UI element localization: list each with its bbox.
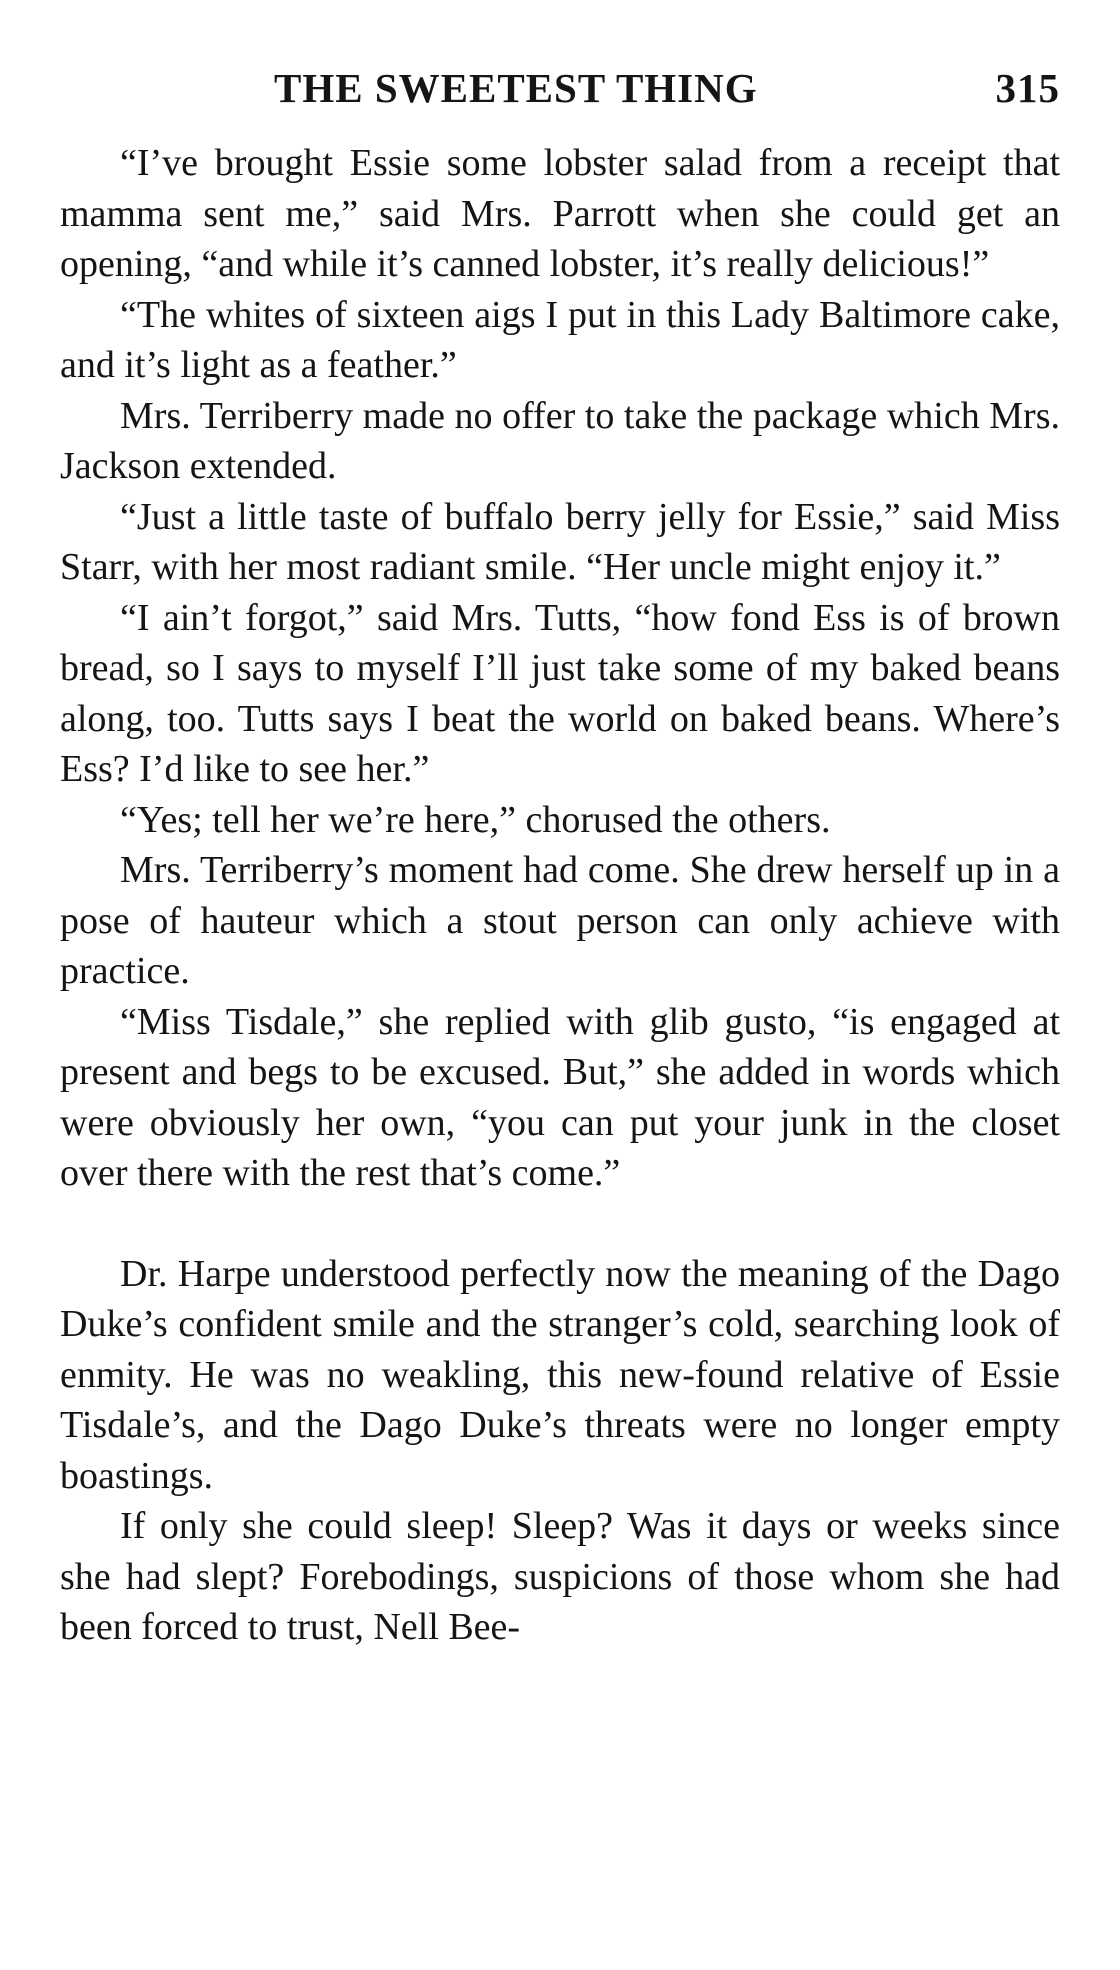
paragraph-terriberry-refuses: Mrs. Terriberry made no offer to take the package which Mrs. Jackson extended. [60,394,1060,487]
paragraph-sleep: If only she could sleep! Sleep? Was it days or weeks since she had slept? Forebodings, suspicions of those whom she had been forced to trust, Nell Bee- [60,1505,1060,1648]
running-title: THE SWEETEST THING [274,65,758,111]
page-number: 315 [995,65,1060,111]
running-head [60,56,1060,120]
paragraph-baked-beans: “I ain’t forgot,” said Mrs. Tutts, “how fond Ess is of brown bread, so I says to myself I’ll just take some of my baked beans along, too. Tutts says I beat the world on baked beans. Where’s Ess? I’d like to see her.” [60,596,1060,790]
paragraph-miss-tisdale-engaged: “Miss Tisdale,” she replied with glib gusto, “is engaged at present and begs to be excused. But,” she added in words which were obviously her own, “you can put your junk in the closet over there with the rest that’s come.” [60,1000,1060,1194]
paragraph-chorus: “Yes; tell her we’re here,” chorused the others. [120,798,831,841]
paragraph-lady-baltimore-cake: “The whites of sixteen aigs I put in this Lady Baltimore cake, and it’s light as a feather.” [60,293,1060,386]
paragraph-lobster-salad: “I’ve brought Essie some lobster salad from a receipt that mamma sent me,” said Mrs. Parrott when she could get an opening, “and while it’s canned lobster, it’s really delicious!” [60,142,1060,285]
paragraph-dr-harpe: Dr. Harpe understood perfectly now the meaning of the Dago Duke’s confident smile and the stranger’s cold, searching look of enmity. He was no weakling, this new-found relative of Essie Tisdale’s, and the Dago Duke’s threats were no longer empty boastings. [60,1252,1060,1497]
paragraph-buffalo-berry-jelly: “Just a little taste of buffalo berry jelly for Essie,” said Miss Starr, with her most radiant smile. “Her uncle might enjoy it.” [60,495,1060,588]
body-text [60,138,1060,1653]
book-page [60,56,1060,1653]
paragraph-terriberry-moment: Mrs. Terriberry’s moment had come. She drew herself up in a pose of hauteur which a stout person can only achieve with practice. [60,849,1060,992]
section-break [60,1199,1060,1249]
